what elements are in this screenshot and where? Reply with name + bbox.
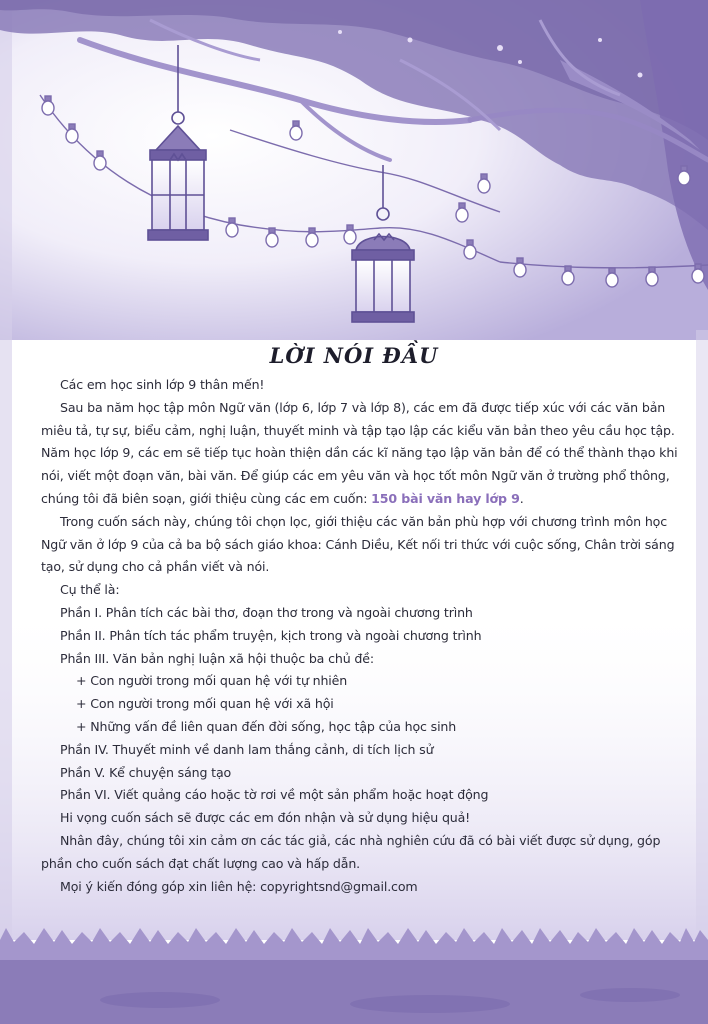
section-item: Phần II. Phân tích tác phẩm truyện, kịch trong và ngoài chương trình xyxy=(60,627,482,643)
contact-text: Mọi ý kiến đóng góp xin liên hệ: copyrightsnd@gmail.com xyxy=(60,878,418,894)
greeting: Các em học sinh lớp 9 thân mến! xyxy=(60,377,265,392)
book-title: 150 bài văn hay lớp 9 xyxy=(371,490,520,506)
subtopic-item: + Con người trong mối quan hệ với xã hội xyxy=(76,696,334,712)
paragraph-scope: Trong cuốn sách này, chúng tôi chọn lọc, giới thiệu các văn bản phù hợp với chương trình môn học Ngữ văn ở lớp 9 của cả ba bộ sách giáo khoa: Cánh Diều, Kết nối tri thức với cuộc sống, Chân trời sáng tạo, sử dụng cho cả phần viết và nói. xyxy=(41,513,675,575)
paragraph-intro-text: Sau ba năm học tập môn Ngữ văn (lớp 6, lớp 7 và lớp 8), các em đã được tiếp xúc với các văn bản miêu tả, tự sự, biểu cảm, nghị luận, thuyết minh và tập tạo lập các kiểu văn bản theo yêu cầu học tập. Năm học lớp 9, các em sẽ tiếp tục hoàn thiện dần các kĩ năng tạo lập văn bản để có thể thành thạo khi nói, viết một đoạn văn, bài văn. Để giúp các em yêu văn và học tốt môn Ngữ văn ở trường phổ thông, chúng tôi đã biên soạn, giới thiệu cùng các em cuốn: xyxy=(41,399,678,506)
section-item: Phần V. Kể chuyện sáng tạo xyxy=(60,764,232,780)
section-item: Phần I. Phân tích các bài thơ, đoạn thơ trong và ngoài chương trình xyxy=(60,604,473,620)
list-intro: Cụ thể là: xyxy=(60,582,120,598)
book-title-end: . xyxy=(519,490,524,506)
preface-body xyxy=(41,374,681,898)
section-item: Phần VI. Viết quảng cáo hoặc tờ rơi về một sản phẩm hoặc hoạt động xyxy=(60,787,489,803)
section-item: Phần IV. Thuyết minh về danh lam thắng cảnh, di tích lịch sử xyxy=(60,741,434,757)
section-item: Phần III. Văn bản nghị luận xã hội thuộc ba chủ đề: xyxy=(60,650,374,666)
grass-icon xyxy=(0,928,708,1024)
subtopic-item: + Những vấn đề liên quan đến đời sống, học tập của học sinh xyxy=(76,718,457,734)
thanks-text: Nhân đây, chúng tôi xin cảm ơn các tác giả, các nhà nghiên cứu đã có bài viết được sử dụng, góp phần cho cuốn sách đạt chất lượng cao và hấp dẫn. xyxy=(41,832,661,871)
paragraph-intro xyxy=(41,397,681,511)
subtopic-item: + Con người trong mối quan hệ với tự nhiên xyxy=(76,673,348,689)
hope-text: Hi vọng cuốn sách sẽ được các em đón nhận và sử dụng hiệu quả! xyxy=(60,810,471,826)
page-title: LỜI NÓI ĐẦU xyxy=(269,343,439,368)
